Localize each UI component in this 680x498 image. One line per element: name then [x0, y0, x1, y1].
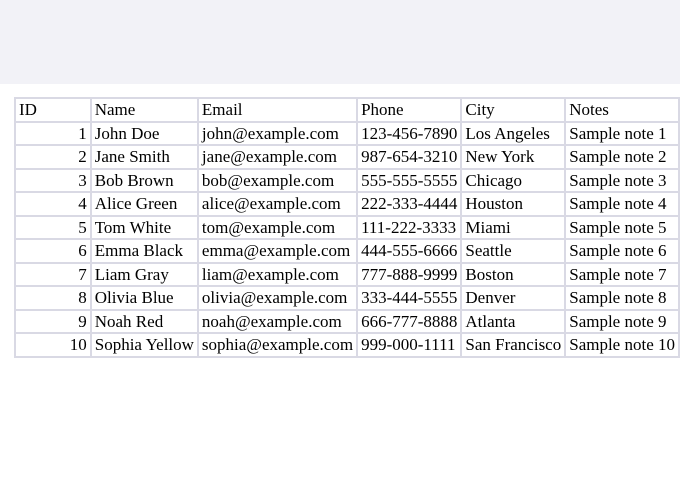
city-cell[interactable]: Atlanta: [461, 310, 565, 334]
table-row: [15, 122, 679, 146]
city-cell[interactable]: Chicago: [461, 169, 565, 193]
notes-cell[interactable]: Sample note 6: [565, 239, 679, 263]
header-cell-city[interactable]: City: [461, 98, 565, 122]
id-cell[interactable]: 9: [15, 310, 91, 334]
table-row: [15, 263, 679, 287]
email-cell[interactable]: john@example.com: [198, 122, 357, 146]
phone-cell[interactable]: 999-000-1111: [357, 333, 461, 357]
city-cell[interactable]: Seattle: [461, 239, 565, 263]
notes-cell[interactable]: Sample note 10: [565, 333, 679, 357]
name-cell[interactable]: Emma Black: [91, 239, 198, 263]
name-cell[interactable]: Olivia Blue: [91, 286, 198, 310]
header-cell-email[interactable]: Email: [198, 98, 357, 122]
table-row: [15, 216, 679, 240]
name-cell[interactable]: Tom White: [91, 216, 198, 240]
id-cell[interactable]: 2: [15, 145, 91, 169]
name-cell[interactable]: Bob Brown: [91, 169, 198, 193]
city-cell[interactable]: Los Angeles: [461, 122, 565, 146]
city-cell[interactable]: Houston: [461, 192, 565, 216]
header-row: [15, 98, 679, 122]
id-cell[interactable]: 10: [15, 333, 91, 357]
id-cell[interactable]: 4: [15, 192, 91, 216]
id-cell[interactable]: 3: [15, 169, 91, 193]
phone-cell[interactable]: 777-888-9999: [357, 263, 461, 287]
notes-cell[interactable]: Sample note 1: [565, 122, 679, 146]
email-cell[interactable]: emma@example.com: [198, 239, 357, 263]
id-cell[interactable]: 1: [15, 122, 91, 146]
header-cell-name[interactable]: Name: [91, 98, 198, 122]
phone-cell[interactable]: 555-555-5555: [357, 169, 461, 193]
email-cell[interactable]: sophia@example.com: [198, 333, 357, 357]
name-cell[interactable]: Alice Green: [91, 192, 198, 216]
id-cell[interactable]: 7: [15, 263, 91, 287]
spreadsheet-table: [14, 97, 680, 358]
table-row: [15, 145, 679, 169]
table-row: [15, 239, 679, 263]
phone-cell[interactable]: 123-456-7890: [357, 122, 461, 146]
table-row: [15, 310, 679, 334]
notes-cell[interactable]: Sample note 2: [565, 145, 679, 169]
name-cell[interactable]: John Doe: [91, 122, 198, 146]
notes-cell[interactable]: Sample note 5: [565, 216, 679, 240]
notes-cell[interactable]: Sample note 4: [565, 192, 679, 216]
email-cell[interactable]: alice@example.com: [198, 192, 357, 216]
email-cell[interactable]: jane@example.com: [198, 145, 357, 169]
city-cell[interactable]: New York: [461, 145, 565, 169]
email-cell[interactable]: bob@example.com: [198, 169, 357, 193]
phone-cell[interactable]: 444-555-6666: [357, 239, 461, 263]
id-cell[interactable]: 8: [15, 286, 91, 310]
notes-cell[interactable]: Sample note 8: [565, 286, 679, 310]
phone-cell[interactable]: 111-222-3333: [357, 216, 461, 240]
table-row: [15, 286, 679, 310]
name-cell[interactable]: Noah Red: [91, 310, 198, 334]
phone-cell[interactable]: 987-654-3210: [357, 145, 461, 169]
city-cell[interactable]: Boston: [461, 263, 565, 287]
name-cell[interactable]: Sophia Yellow: [91, 333, 198, 357]
name-cell[interactable]: Liam Gray: [91, 263, 198, 287]
table-row: [15, 333, 679, 357]
email-cell[interactable]: olivia@example.com: [198, 286, 357, 310]
header-cell-phone[interactable]: Phone: [357, 98, 461, 122]
phone-cell[interactable]: 222-333-4444: [357, 192, 461, 216]
table-row: [15, 169, 679, 193]
phone-cell[interactable]: 666-777-8888: [357, 310, 461, 334]
email-cell[interactable]: noah@example.com: [198, 310, 357, 334]
top-bar: [0, 0, 680, 84]
email-cell[interactable]: tom@example.com: [198, 216, 357, 240]
name-cell[interactable]: Jane Smith: [91, 145, 198, 169]
email-cell[interactable]: liam@example.com: [198, 263, 357, 287]
notes-cell[interactable]: Sample note 3: [565, 169, 679, 193]
notes-cell[interactable]: Sample note 9: [565, 310, 679, 334]
id-cell[interactable]: 6: [15, 239, 91, 263]
table-row: [15, 192, 679, 216]
city-cell[interactable]: Miami: [461, 216, 565, 240]
header-cell-notes[interactable]: Notes: [565, 98, 679, 122]
city-cell[interactable]: Denver: [461, 286, 565, 310]
header-cell-id[interactable]: ID: [15, 98, 91, 122]
phone-cell[interactable]: 333-444-5555: [357, 286, 461, 310]
id-cell[interactable]: 5: [15, 216, 91, 240]
city-cell[interactable]: San Francisco: [461, 333, 565, 357]
notes-cell[interactable]: Sample note 7: [565, 263, 679, 287]
